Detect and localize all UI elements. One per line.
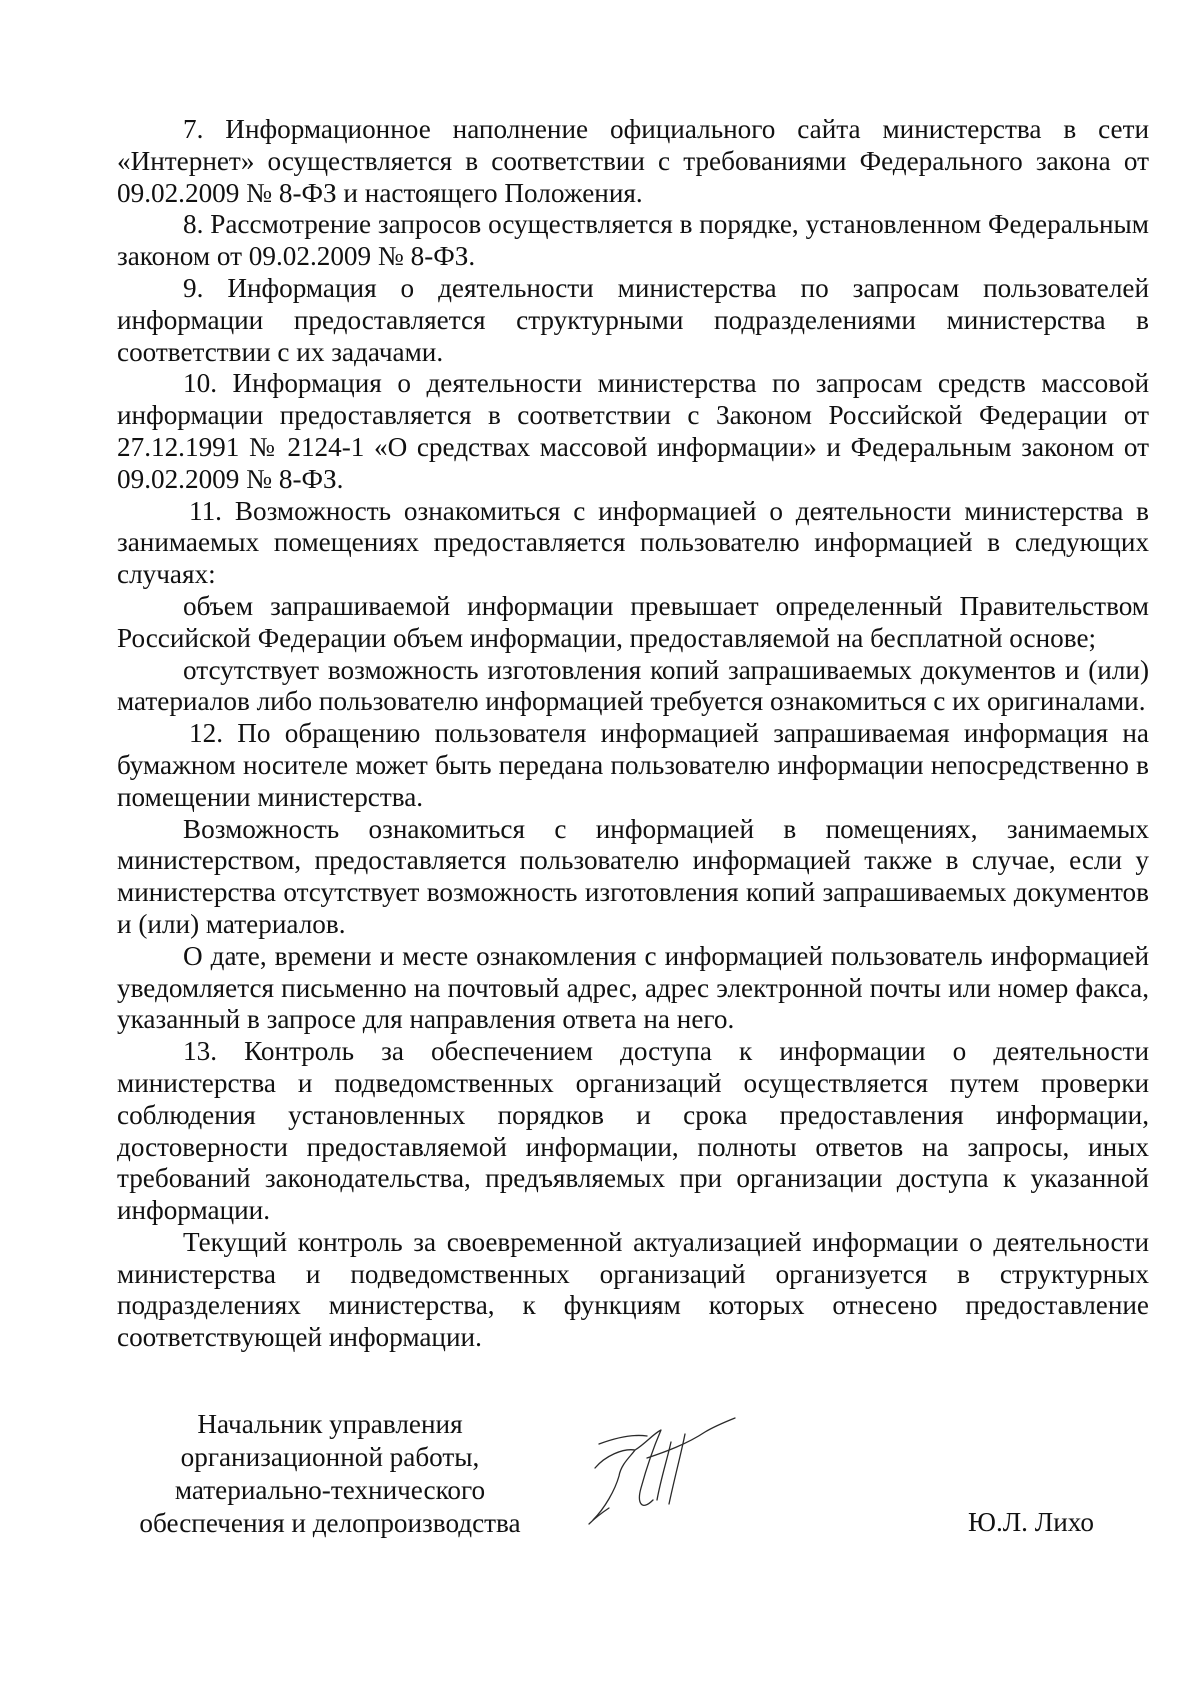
paragraph-12-part-3: О дате, времени и месте ознакомления с информацией пользователь информацией уведомляется письменно на почтовый адрес, адрес электронной почты или номер факса, указанный в запросе для направления ответа на него. [117,940,1149,1035]
paragraph-11-case-1: объем запрашиваемой информации превышает определенный Правительством Российской Федерации объем информации, предоставляемой на бесплатной основе; [117,590,1149,653]
paragraph-10: 10. Информация о деятельности министерства по запросам средств массовой информации предоставляется в соответствии с Законом Российской Федерации от 27.12.1991 № 2124-1 «О средствах массовой информации» и Федеральным законом от 09.02.2009 № 8-ФЗ. [117,368,1149,494]
document-body [117,114,1149,1354]
signer-name: Ю.Л. Лихо [968,1507,1094,1537]
paragraph-12: 12. По обращению пользователя информацией запрашиваемая информация на бумажном носителе может быть передана пользователю информации непосредственно в помещении министерства. [117,718,1149,812]
paragraph-7: 7. Информационное наполнение официального сайта министерства в сети «Интернет» осуществляется в соответствии с требованиями Федерального закона от 09.02.2009 № 8-ФЗ и настоящего Положения. [117,114,1149,208]
position-line: организационной работы, [180,1442,480,1472]
paragraph-12-part-2: Возможность ознакомиться с информацией в помещениях, занимаемых министерством, предоставляется пользователю информацией также в случае, если у министерства отсутствует возможность изготовления копий запрашиваемых документов и (или) материалов. [117,813,1149,939]
paragraph-11-case-2: отсутствует возможность изготовления копий запрашиваемых документов и (или) материалов либо пользователю информацией требуется ознакомиться с их оригиналами. [117,654,1149,717]
position-line: материально-технического [174,1475,486,1505]
signatory-position [120,1408,540,1540]
paragraph-11: 11. Возможность ознакомиться с информацией о деятельности министерства в занимаемых помещениях предоставляется пользователю информацией в следующих случаях: [117,495,1149,590]
paragraph-9: 9. Информация о деятельности министерства по запросам пользователей информации предоставляется структурными подразделениями министерства в соответствии с их задачами. [117,272,1149,367]
handwritten-signature-icon [575,1404,745,1532]
paragraph-8: 8. Рассмотрение запросов осуществляется в порядке, установленном Федеральным законом от 09.02.2009 № 8-ФЗ. [117,209,1149,272]
position-line: Начальник управления [197,1409,463,1439]
paragraph-13: 13. Контроль за обеспечением доступа к информации о деятельности министерства и подведомственных организаций осуществляется путем проверки соблюдения установленных порядков и срока предоставления информации, достоверности предоставляемой информации, полноты ответов на запросы, иных требований законодательства, предъявляемых при организации доступа к указанной информации. [117,1036,1149,1226]
paragraph-13-part-2: Текущий контроль за своевременной актуализацией информации о деятельности министерства и подведомственных организаций организуется в структурных подразделениях министерства, к функциям которых отнесено предоставление соответствующей информации. [117,1226,1149,1353]
position-line: обеспечения и делопроизводства [139,1508,521,1538]
